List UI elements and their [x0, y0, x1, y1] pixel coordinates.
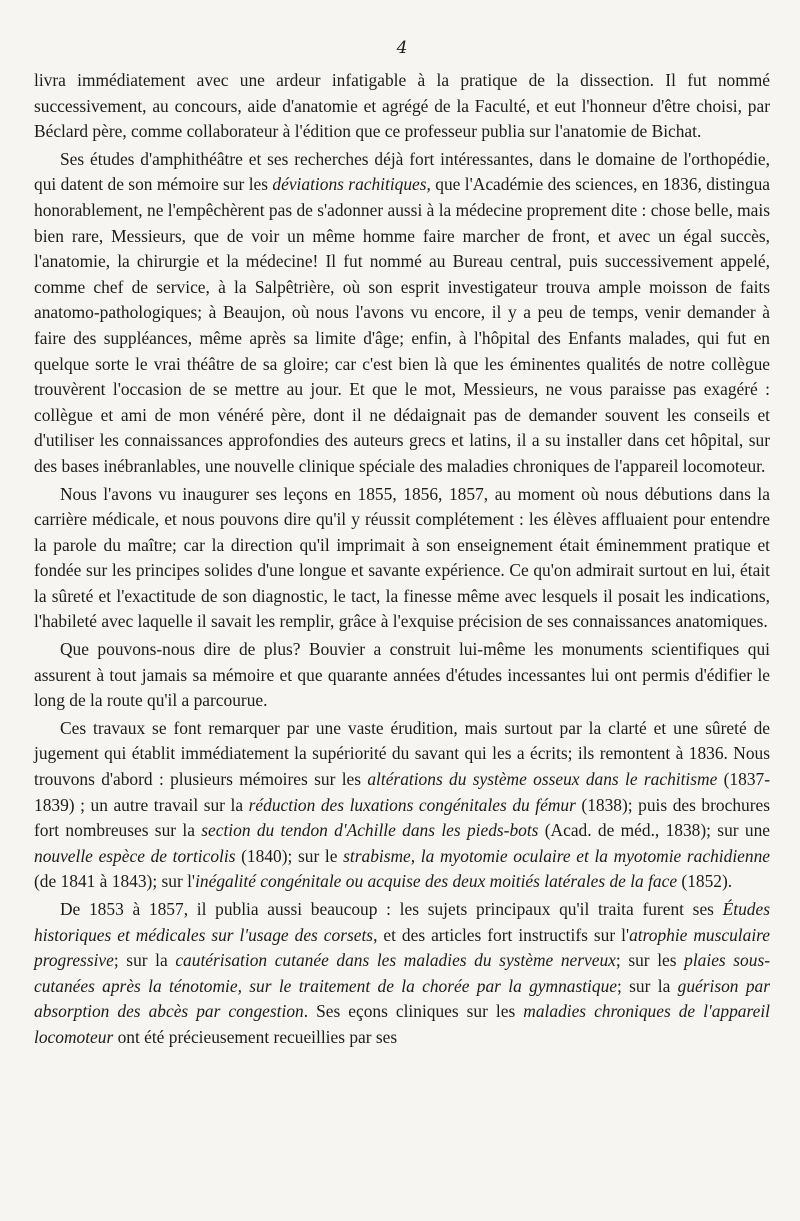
text-run: ; sur les [615, 950, 685, 971]
text-run: , et des articles fort instructifs sur l' [373, 924, 630, 945]
text-run: (Acad. de méd., 1838); sur une [538, 820, 770, 841]
italic-title-run: cautérisation cutanée dans les maladies du système nerveux [175, 950, 616, 971]
paragraph [34, 716, 770, 895]
text-run: (1852). [677, 871, 733, 892]
body-text [34, 68, 770, 1051]
text-run: ; sur la [113, 950, 176, 971]
italic-title-run: atrophie musculaire progressive [34, 924, 770, 971]
text-run: Nous l'avons vu inaugurer ses leçons en 1855, 1856, 1857, au moment où nous débutions dans la carrière médicale, et nous pouvons dire qu'il y réussit complétement : les élèves affluaient pour entendre la parole du maître; car la direction qu'il imprimait à son enseignement était éminemment pratique et fondée sur les principes solides d'une longue et savante expérience. Ce qu'on admirait surtout en lui, était la sûreté et l'exactitude de son diagnostic, le tact, la finesse même avec lesquels il posait les indications, l'habileté avec laquelle il savait les remplir, grâce à l'exquise précision de ses connaissances anatomiques. [34, 483, 770, 632]
italic-title-run: inégalité congénitale ou acquise des deux moitiés latérales de la face [195, 871, 678, 892]
text-run: livra immédiatement avec une ardeur infatigable à la pratique de la dissection. Il fut nommé successivement, au concours, aide d'anatomie et agrégé de la Faculté, et eut l'honneur d'être choisi, par Béclard père, comme collaborateur à l'édition que ce professeur publia sur l'anatomie de Bichat. [34, 70, 770, 142]
text-run: (1840); sur le [235, 845, 344, 866]
text-run: , que l'Académie des sciences, en 1836, distingua honorablement, ne l'empêchèrent pas de s'adonner aussi à la médecine proprement dite : chose belle, mais bien rare, Messieurs, que de voir un même homme faire marcher de front, et avec un égal succès, l'anatomie, la chirurgie et la médecine! Il fut nommé au Bureau central, puis successivement appelé, comme chef de service, à la Salpêtrière, où son esprit investigateur trouva ample moisson de faits anatomo-pathologiques; à Beaujon, où nous l'avons vu encore, il y a peu de temps, venir demander à faire des suppléances, même après sa limite d'âge; enfin, à l'hôpital des Enfants malades, qui fut en quelque sorte le vrai théâtre de sa gloire; car c'est bien là que les éminentes qualités de notre collègue trouvèrent l'occasion de se mettre au jour. Et que le mot, Messieurs, ne vous paraisse pas exagéré : collègue et ami de mon vénéré père, dont il ne dédaignait pas de demander souvent les conseils et d'utiliser les connaissances approfondies des auteurs grecs et latins, il a su installer dans cet hôpital, sur des bases inébranlables, une nouvelle clinique spéciale des maladies chroniques de l'appareil locomoteur. [34, 174, 770, 476]
italic-title-run: Études historiques et médicales sur l'usage des corsets [34, 899, 770, 945]
italic-title-run: maladies chroniques de l'appareil locomoteur [34, 1001, 771, 1047]
italic-title-run: réduction des luxations congénitales du fémur [248, 794, 576, 815]
paragraph [34, 637, 770, 714]
paragraph [34, 68, 770, 145]
text-run: ; sur la [617, 975, 678, 996]
text-run: De 1853 à 1857, il publia aussi beaucoup : les sujets principaux qu'il traita furent ses [60, 899, 723, 919]
text-run: Ces travaux se font remarquer par une vaste érudition, mais surtout par la clarté et une sûreté de jugement qui établit immédiatement la supériorité du savant qui les a écrits; ils remontent à 1836. Nous trouvons d'abord : plusieurs mémoires sur les [34, 717, 770, 790]
text-run: . Ses eçons cliniques sur les [303, 1001, 524, 1022]
paragraph [34, 482, 770, 636]
italic-title-run: déviations rachitiques [272, 174, 427, 195]
paragraph [34, 897, 770, 1051]
page-number: 4 [396, 38, 408, 58]
text-run: Que pouvons-nous dire de plus? Bouvier a construit lui-même les monuments scientifiques qui assurent à tout jamais sa mémoire et que quarante années d'études incessantes lui ont permis d'édifier le long de la route qu'il a parcourue. [34, 639, 770, 711]
italic-title-run: plaies sous-cutanées après la ténotomie, sur le traitement de la chorée par la gymnastique [34, 950, 771, 996]
text-run: Ses études d'amphithéâtre et ses recherches déjà fort intéressantes, dans le domaine de l'orthopédie, qui datent de son mémoire sur les [34, 148, 770, 195]
italic-title-run: section du tendon d'Achille dans les pieds-bots [201, 820, 539, 841]
text-run: ont été précieusement recueillies par ses [113, 1026, 398, 1047]
paragraph [34, 147, 770, 480]
text-run: (1838); puis des brochures fort nombreuses sur la [34, 794, 770, 841]
italic-title-run: strabisme, la myotomie oculaire et la myotomie rachidienne [343, 845, 770, 866]
italic-title-run: nouvelle espèce de torticolis [34, 845, 236, 866]
italic-title-run: altérations du système osseux dans le rachitisme [367, 769, 718, 790]
italic-title-run: guérison par absorption des abcès par congestion [34, 975, 770, 1022]
text-run: (de 1841 à 1843); sur l' [34, 871, 196, 892]
text-run: (1837-1839) ; un autre travail sur la [34, 769, 770, 815]
